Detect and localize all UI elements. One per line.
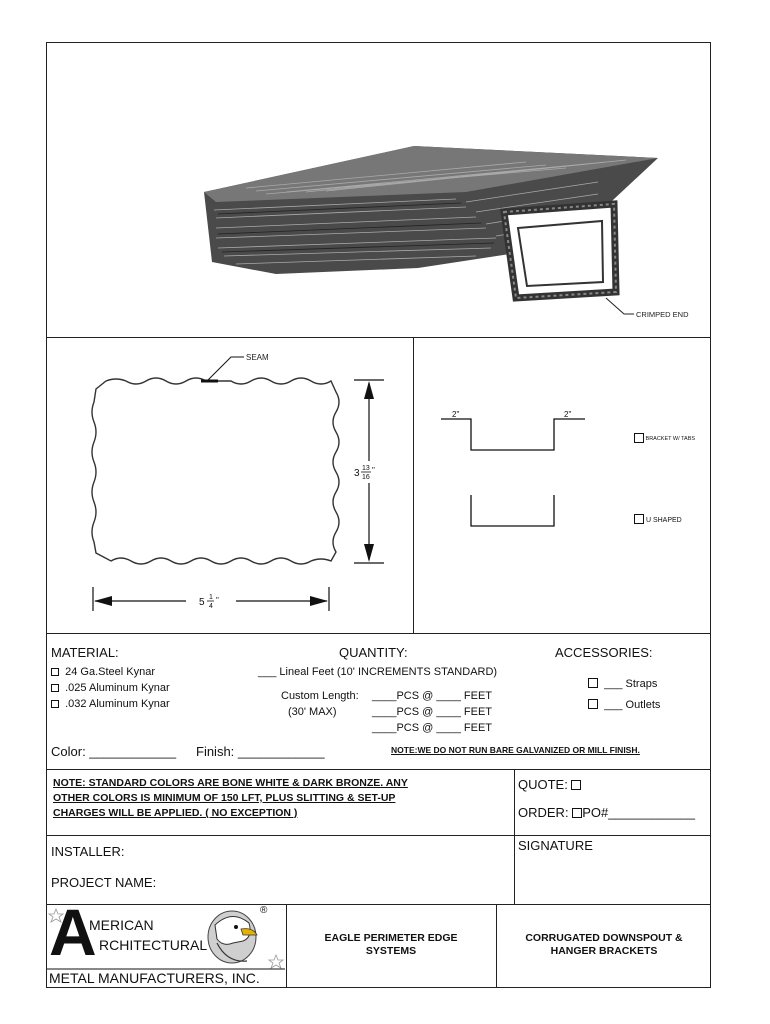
material-option-3[interactable] xyxy=(51,698,170,710)
accessory-outlets[interactable] xyxy=(588,699,660,711)
bracket-tabs-checkbox[interactable] xyxy=(634,433,644,443)
material-option-2[interactable] xyxy=(51,682,170,694)
width-whole: 5 xyxy=(199,597,205,608)
bracket-tabs-option[interactable] xyxy=(634,433,695,443)
tab-right-dim: 2" xyxy=(564,410,572,419)
u-shaped-label: U SHAPED xyxy=(645,517,682,524)
custom-length-row-1[interactable]: ____PCS @ ____ FEET xyxy=(372,690,493,702)
logo-line-3: METAL MANUFACTURERS, INC. xyxy=(49,970,260,986)
height-inch: " xyxy=(372,466,375,475)
max-length-label: (30' MAX) xyxy=(288,706,337,718)
quote-checkbox[interactable] xyxy=(571,780,581,790)
bracket-tabs-label: BRACKET W/ TABS xyxy=(645,436,696,442)
height-den: 16 xyxy=(362,474,370,481)
seam-leader xyxy=(208,357,244,380)
eagle-icon xyxy=(208,911,257,963)
divider-logo xyxy=(286,904,287,988)
material-checkbox-3[interactable] xyxy=(51,700,59,708)
height-whole: 3 xyxy=(354,468,360,479)
quote-label: QUOTE: xyxy=(518,777,568,792)
tab-left-dim: 2" xyxy=(452,410,460,419)
order-checkbox[interactable] xyxy=(572,808,582,818)
lineal-feet-field[interactable]: ___ Lineal Feet (10' INCREMENTS STANDARD) xyxy=(258,666,498,678)
divider-note-top xyxy=(46,769,711,770)
straps-label: ___ Straps xyxy=(604,678,658,690)
product-title-line-1: EAGLE PERIMETER EDGE xyxy=(324,932,458,944)
product-title xyxy=(288,932,494,958)
material-label-3: .032 Aluminum Kynar xyxy=(65,698,170,710)
material-option-1[interactable] xyxy=(51,666,155,678)
document-title-line-2: HANGER BRACKETS xyxy=(550,945,658,957)
standard-note-line-1: NOTE: STANDARD COLORS ARE BONE WHITE & DARK BRONZE. ANY xyxy=(53,777,408,789)
logo-letter-a: A xyxy=(49,895,97,969)
order-option[interactable] xyxy=(518,805,695,820)
height-dimension xyxy=(351,380,384,563)
bracket-drawing xyxy=(413,337,711,633)
product-title-line-2: SYSTEMS xyxy=(365,945,417,957)
order-label: ORDER: xyxy=(518,805,569,820)
logo-line-2: RCHITECTURAL xyxy=(99,937,208,953)
custom-length-label: Custom Length: xyxy=(281,690,359,702)
divider-order-top xyxy=(46,633,711,634)
custom-length-row-2[interactable]: ____PCS @ ____ FEET xyxy=(372,706,493,718)
material-label-2: .025 Aluminum Kynar xyxy=(65,682,170,694)
material-label-1: 24 Ga.Steel Kynar xyxy=(65,666,156,678)
crimped-leader-line xyxy=(606,298,634,314)
document-title xyxy=(498,932,710,958)
material-heading: MATERIAL: xyxy=(51,645,119,660)
u-shaped-checkbox[interactable] xyxy=(634,514,644,524)
bracket-with-tabs-shape xyxy=(441,419,585,450)
galvanized-note: NOTE:WE DO NOT RUN BARE GALVANIZED OR MILL FINISH. xyxy=(391,745,640,755)
accessories-heading: ACCESSORIES: xyxy=(555,645,653,660)
width-inch: " xyxy=(216,596,219,605)
finish-field[interactable]: Finish: ____________ xyxy=(196,744,325,759)
downspout-illustration xyxy=(46,42,711,337)
material-checkbox-1[interactable] xyxy=(51,668,59,676)
straps-checkbox[interactable] xyxy=(588,678,598,688)
quantity-heading: QUANTITY: xyxy=(339,645,408,660)
color-field[interactable]: Color: ____________ xyxy=(51,744,177,759)
logo-registered-mark: ® xyxy=(260,905,268,916)
outlets-checkbox[interactable] xyxy=(588,699,598,709)
standard-note-line-2: OTHER COLORS IS MINIMUM OF 150 LFT, PLUS SLITTING & SET-UP xyxy=(53,792,396,804)
crimped-end-view xyxy=(504,204,616,298)
standard-note-line-3: CHARGES WILL BE APPLIED. ( NO EXCEPTION ) xyxy=(53,807,298,819)
divider-title xyxy=(496,904,497,988)
divider-installer-top xyxy=(46,835,711,836)
u-shaped-option[interactable] xyxy=(634,514,682,524)
crimped-end-label: CRIMPED END xyxy=(636,310,689,319)
po-number-field[interactable]: PO#____________ xyxy=(582,805,695,820)
logo-star-right xyxy=(269,955,283,968)
downspout-profile-outline xyxy=(92,378,339,564)
accessory-straps[interactable] xyxy=(588,678,657,690)
u-shaped-bracket-shape xyxy=(471,495,554,526)
project-name-field[interactable]: PROJECT NAME: xyxy=(51,875,157,890)
quote-option[interactable] xyxy=(518,777,581,792)
width-num: 1 xyxy=(209,594,213,601)
material-checkbox-2[interactable] xyxy=(51,684,59,692)
seam-label: SEAM xyxy=(246,353,269,362)
installer-field[interactable]: INSTALLER: xyxy=(51,844,125,859)
height-num: 13 xyxy=(362,465,370,472)
signature-field[interactable]: SIGNATURE xyxy=(518,838,593,853)
width-dimension xyxy=(93,587,329,611)
company-logo xyxy=(47,895,285,987)
custom-length-row-3[interactable]: ____PCS @ ____ FEET xyxy=(372,722,493,734)
outlets-label: ___ Outlets xyxy=(604,699,661,711)
document-title-line-1: CORRUGATED DOWNSPOUT & xyxy=(525,932,683,944)
profile-drawing xyxy=(46,337,413,633)
width-den: 4 xyxy=(209,603,213,610)
divider-quote xyxy=(514,769,515,904)
logo-line-1: MERICAN xyxy=(89,917,154,933)
